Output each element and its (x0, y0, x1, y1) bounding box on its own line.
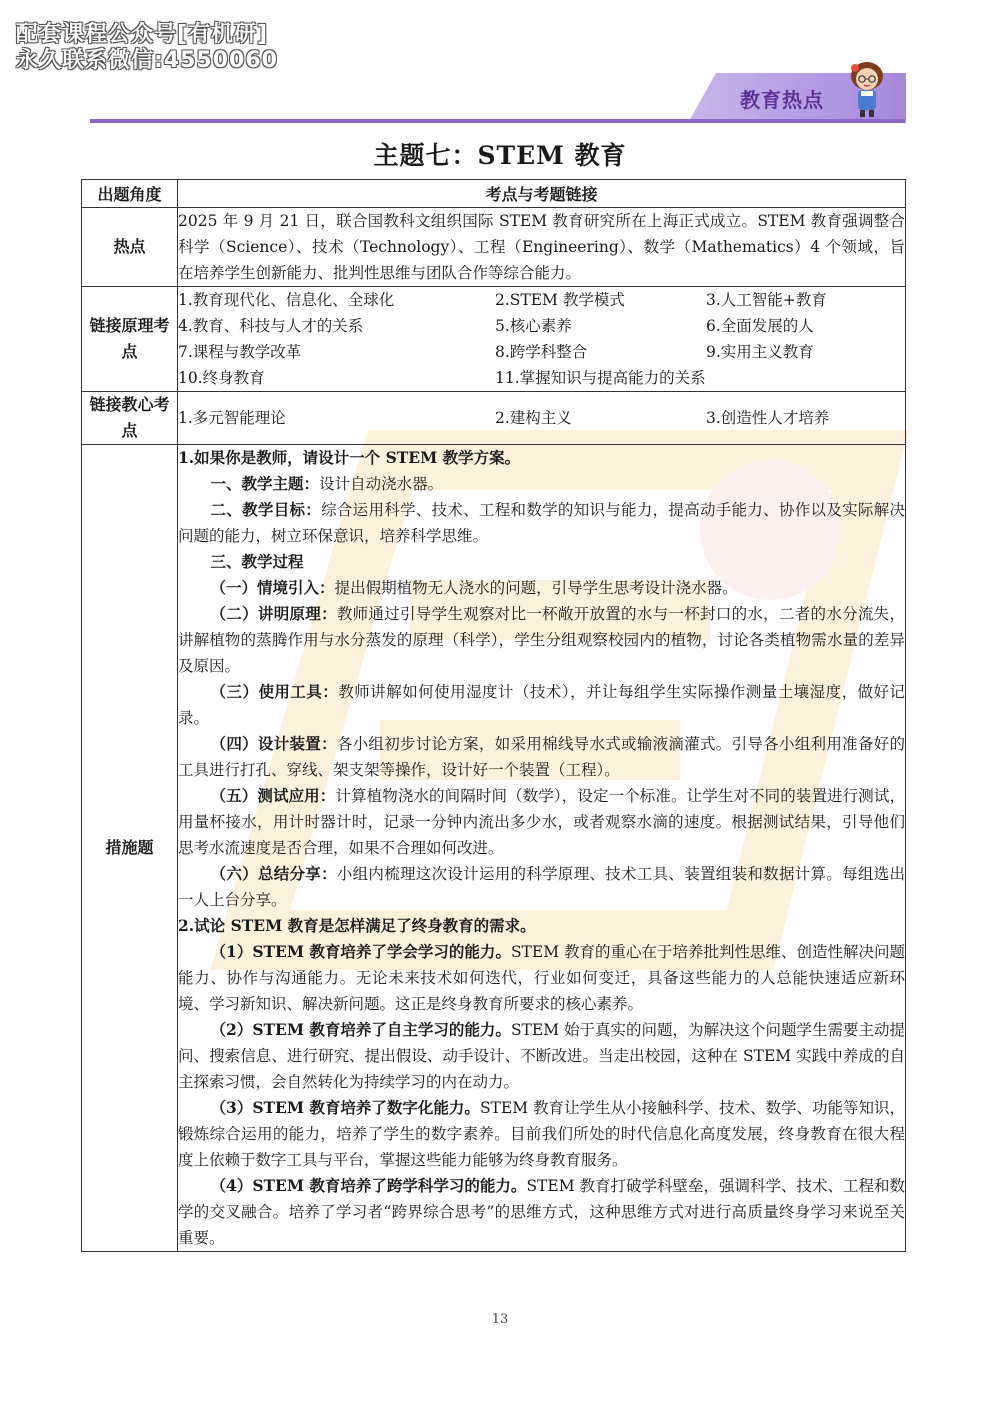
answer-point (178, 1017, 905, 1095)
process-step (178, 861, 905, 913)
row-label-hot: 热点 (82, 208, 178, 287)
mascot-girl-icon (845, 60, 889, 118)
header-divider (90, 119, 905, 123)
list-item: 3.创造性人才培养 (706, 409, 830, 427)
column-header-links: 考点与考题链接 (178, 180, 906, 208)
list-item: 8.跨学科整合 (495, 343, 588, 361)
row-label-principle: 链接原理考点 (82, 287, 178, 392)
point-head: （3）STEM 教育培养了数字化能力。 (210, 1098, 480, 1117)
teaching-goal (178, 497, 905, 549)
watermark-line-1: 配套课程公众号[有机研] (16, 22, 269, 47)
page-number: 13 (491, 1312, 509, 1327)
list-item: 1.多元智能理论 (178, 409, 286, 427)
process-step (178, 731, 905, 783)
list-item: 7.课程与教学改革 (178, 343, 302, 361)
psych-cell (178, 392, 906, 445)
step-text: 各小组初步讨论方案，如采用棉线导水式或输液滴灌式。引导各小组利用准备好的工具进行打孔、穿线、架支架等操作，设计好一个装置（工程）。 (178, 735, 905, 779)
watermark-line-2: 永久联系微信:4550060 (16, 48, 278, 73)
list-item: 9.实用主义教育 (706, 343, 814, 361)
list-item: 4.教育、科技与人才的关系 (178, 317, 364, 335)
table-row-hot (82, 208, 906, 287)
step-text: 教师讲解如何使用湿度计（技术），并让每组学生实际操作测量土壤湿度，做好记录。 (178, 683, 905, 727)
point-text: STEM 始于真实的问题，为解决这个问题学生需要主动提问、搜索信息、进行研究、提出假设、动手设计、不断改进。当走出校园，这种在 STEM 实践中养成的自主探索习惯，会自然转化为持续学习的内在动力。 (178, 1021, 906, 1091)
list-item: 3.人工智能+教育 (706, 291, 827, 309)
topic-table (81, 179, 906, 1252)
row-label-measures: 措施题 (82, 445, 178, 1252)
process-step (178, 783, 905, 861)
process-head: 三、教学过程 (210, 552, 304, 571)
process-step (178, 679, 905, 731)
principle-cell (178, 287, 906, 392)
step-text: 计算植物浇水的间隔时间（数学），设定一个标准。让学生对不同的装置进行测试，用量杯接水，用计时器计时，记录一分钟内流出多少水，或者观察水滴的速度。根据测试结果，引导他们思考水流速度是否合理，如果不合理如何改进。 (178, 787, 905, 857)
point-text: STEM 教育让学生从小接触科学、技术、数学、功能等知识，锻炼综合运用的能力，培养了学生的数字素养。目前我们所处的时代信息化高度发展，终身教育在很大程度上依赖于数字工具与平台，掌握这些能力能够为终身教育服务。 (178, 1099, 906, 1169)
list-item: 10.终身教育 (178, 369, 265, 387)
step-text: 教师通过引导学生观察对比一杯敞开放置的水与一杯封口的水，二者的水分流失，讲解植物的蒸腾作用与水分蒸发的原理（科学），学生分组观察校园内的植物，讨论各类植物需水量的差异及原因。 (178, 605, 905, 675)
theme-text: 设计自动浇水器。 (319, 475, 444, 493)
point-text: STEM 教育的重心在于培养批判性思维、创造性解决问题能力、协作与沟通能力。无论未来技术如何迭代，行业如何变迁，具备这些能力的人总能快速适应新环境、学习新知识、解决新问题。这正是终身教育所要求的核心素养。 (178, 943, 906, 1013)
theme-head: 一、教学主题： (210, 474, 320, 493)
principle-list (178, 287, 905, 391)
table-row-psych (82, 392, 906, 445)
page-title: 主题七：STEM 教育 (373, 141, 627, 170)
hot-text: 2025 年 9 月 21 日，联合国教科文组织国际 STEM 教育研究所在上海正式成立。STEM 教育强调整合科学（Science）、技术（Technology）、工程（Engineering）、数学（Mathematics）4 个领域，旨在培养学生创新能力、批判性思维与团队合作等综合能力。 (178, 212, 905, 282)
list-item: 1.教育现代化、信息化、全球化 (178, 291, 395, 309)
list-item: 5.核心素养 (495, 317, 572, 335)
table-header-row (82, 180, 906, 208)
question-2-title: 2.试论 STEM 教育是怎样满足了终身教育的需求。 (178, 916, 536, 935)
answer-point (178, 1173, 905, 1251)
table-row-principle (82, 287, 906, 392)
step-text: 小组内梳理这次设计运用的科学原理、技术工具、装置组装和数据计算。每组选出一人上台分享。 (178, 865, 905, 909)
point-head: （2）STEM 教育培养了自主学习的能力。 (210, 1020, 511, 1039)
step-head: （一）情境引入： (210, 578, 335, 597)
header-tab-label: 教育热点 (740, 88, 824, 112)
list-item: 2.建构主义 (495, 409, 572, 427)
list-item: 6.全面发展的人 (706, 317, 814, 335)
step-head: （三）使用工具： (210, 682, 339, 701)
watermark-text (16, 22, 278, 74)
psych-list (178, 405, 905, 431)
process-step (178, 601, 905, 679)
point-text: STEM 教育打破学科壁垒，强调科学、技术、工程和数学的交叉融合。培养了学习者“跨界综合思考”的思维方式，这种思维方式对进行高质量终身学习来说至关重要。 (178, 1177, 906, 1247)
table-row-measures (82, 445, 906, 1252)
process-step (178, 575, 905, 601)
goal-text: 综合运用科学、技术、工程和数学的知识与能力，提高动手能力、协作以及实际解决问题的能力，树立环保意识，培养科学思维。 (178, 501, 905, 545)
measures-cell (178, 445, 906, 1252)
list-item: 11.掌握知识与提高能力的关系 (495, 369, 706, 387)
step-head: （五）测试应用： (210, 786, 336, 805)
question-1-title: 1.如果你是教师，请设计一个 STEM 教学方案。 (178, 448, 521, 467)
teaching-theme (178, 471, 905, 497)
hot-cell (178, 208, 906, 287)
answer-point (178, 1095, 905, 1173)
answer-point (178, 939, 905, 1017)
point-head: （1）STEM 教育培养了学会学习的能力。 (210, 942, 511, 961)
teaching-process-heading (178, 549, 905, 575)
step-text: 提出假期植物无人浇水的问题，引导学生思考设计浇水器。 (334, 579, 738, 597)
step-head: （四）设计装置： (210, 734, 337, 753)
list-item (706, 365, 905, 391)
step-head: （六）总结分享： (210, 864, 337, 883)
goal-head: 二、教学目标： (210, 500, 322, 519)
list-item: 2.STEM 教学模式 (495, 291, 625, 309)
column-header-angle: 出题角度 (82, 180, 178, 208)
point-head: （4）STEM 教育培养了跨学科学习的能力。 (210, 1176, 527, 1195)
row-label-psych: 链接教心考点 (82, 392, 178, 445)
step-head: （二）讲明原理： (210, 604, 337, 623)
